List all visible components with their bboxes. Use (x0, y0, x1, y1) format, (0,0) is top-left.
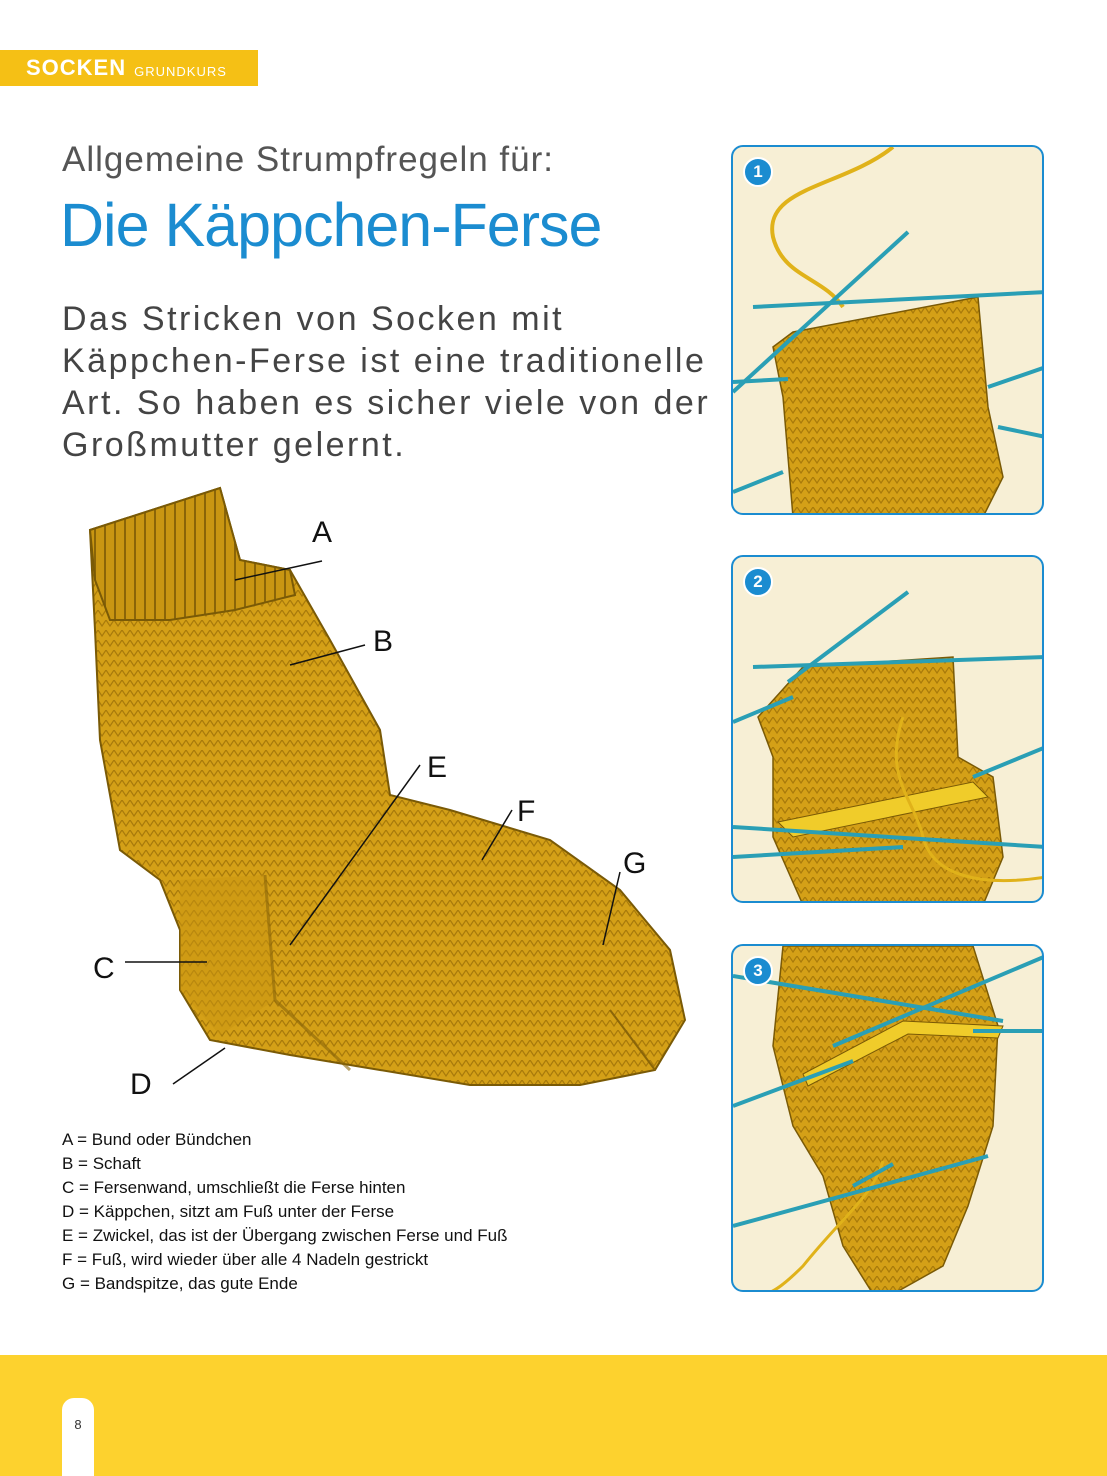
step-number-1: 1 (743, 157, 773, 187)
legend-item: B = Schaft (62, 1154, 141, 1173)
step-1-illustration (733, 147, 1044, 515)
page-title: Die Käppchen-Ferse (60, 191, 602, 259)
label-d: D (130, 1068, 152, 1101)
step-number-3: 3 (743, 956, 773, 986)
sock-diagram (50, 480, 730, 1140)
legend-item: D = Käppchen, sitzt am Fuß unter der Ferse (62, 1202, 395, 1221)
legend-list (62, 1128, 508, 1296)
legend-item: F = Fuß, wird wieder über alle 4 Nadeln gestrickt (62, 1250, 429, 1269)
legend-item: G = Bandspitze, das gute Ende (62, 1274, 298, 1293)
step-number-2: 2 (743, 567, 773, 597)
step-3-illustration (733, 946, 1044, 1292)
page-subtitle: Allgemeine Strumpfregeln für: (62, 140, 554, 179)
step-3-panel (731, 944, 1044, 1292)
subsection-label: GRUNDKURS (134, 63, 227, 79)
footer-bar (0, 1355, 1107, 1476)
legend-item: E = Zwickel, das ist der Übergang zwischen Ferse und Fuß (62, 1226, 508, 1245)
step-2-panel (731, 555, 1044, 903)
section-tab (0, 50, 258, 86)
legend-item: C = Fersenwand, umschließt die Ferse hinten (62, 1178, 406, 1197)
step-2-illustration (733, 557, 1044, 903)
label-g: G (623, 847, 647, 880)
label-b: B (373, 625, 394, 658)
label-a: A (312, 516, 333, 549)
page-number: 8 (62, 1398, 94, 1476)
legend-item: A = Bund oder Bündchen (62, 1130, 252, 1149)
intro-text: Das Stricken von Socken mit Käppchen-Ferse ist eine traditionelle Art. So haben es sicher viele von der Großmutter gelernt. (62, 300, 711, 464)
step-1-panel (731, 145, 1044, 515)
label-f: F (517, 795, 536, 828)
sock-cuff (90, 488, 295, 620)
section-label: SOCKEN (26, 55, 127, 80)
label-c: C (93, 952, 115, 985)
label-e: E (427, 751, 448, 784)
